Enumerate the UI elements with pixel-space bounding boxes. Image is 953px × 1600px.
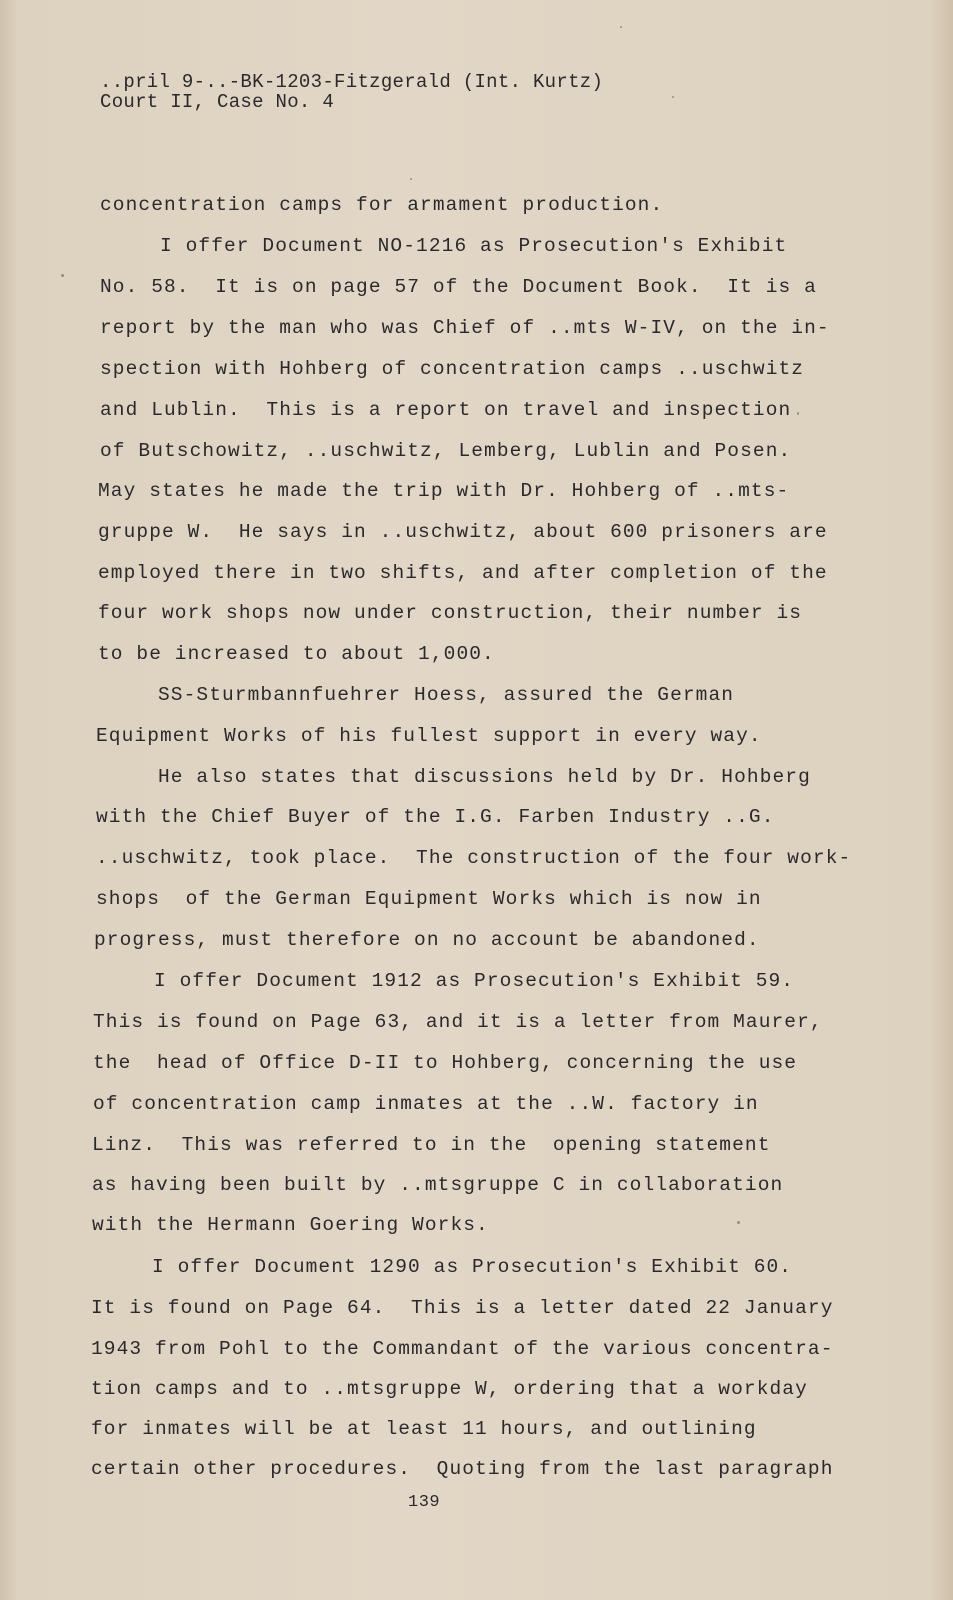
text-line: I offer Document NO-1216 as Prosecution's Exhibit (160, 235, 788, 257)
text-line: the head of Office D-II to Hohberg, concerning the use (93, 1052, 798, 1074)
text-line: certain other procedures. Quoting from the last paragraph (91, 1458, 834, 1480)
text-line: progress, must therefore on no account be abandoned. (94, 929, 760, 951)
text-line: No. 58. It is on page 57 of the Document Book. It is a (100, 276, 817, 298)
text-line: tion camps and to ..mtsgruppe W, ordering that a workday (91, 1378, 808, 1400)
header-line-1: ..pril 9-..-BK-1203-Fitzgerald (Int. Kurtz) (100, 71, 604, 93)
text-line: of Butschowitz, ..uschwitz, Lemberg, Lublin and Posen. (100, 440, 792, 462)
text-line: 1943 from Pohl to the Commandant of the various concentra- (91, 1338, 834, 1360)
text-line: It is found on Page 64. This is a letter dated 22 January (91, 1297, 834, 1319)
text-line: ..uschwitz, took place. The construction of the four work- (96, 847, 852, 869)
text-line: I offer Document 1290 as Prosecution's Exhibit 60. (152, 1256, 793, 1278)
text-line: gruppe W. He says in ..uschwitz, about 600 prisoners are (98, 521, 828, 543)
text-line: employed there in two shifts, and after completion of the (98, 562, 828, 584)
text-line: Linz. This was referred to in the opening statement (92, 1134, 771, 1156)
text-line: with the Hermann Goering Works. (92, 1214, 489, 1236)
text-line: report by the man who was Chief of ..mts W-IV, on the in- (100, 317, 830, 339)
text-line: four work shops now under construction, their number is (98, 602, 803, 624)
text-line: and Lublin. This is a report on travel and inspection (100, 399, 792, 421)
text-line: to be increased to about 1,000. (98, 643, 495, 665)
paper-speck (620, 26, 622, 28)
paper-speck (672, 96, 674, 98)
text-line: as having been built by ..mtsgruppe C in collaboration (92, 1174, 784, 1196)
text-line: spection with Hohberg of concentration camps ..uschwitz (100, 358, 805, 380)
text-line: I offer Document 1912 as Prosecution's Exhibit 59. (154, 970, 795, 992)
paper-speck (797, 412, 799, 415)
text-line: with the Chief Buyer of the I.G. Farben Industry ..G. (96, 806, 775, 828)
text-line: shops of the German Equipment Works which is now in (96, 888, 762, 910)
text-line: He also states that discussions held by Dr. Hohberg (158, 766, 811, 788)
page-number: 139 (408, 1493, 441, 1512)
paper-speck (61, 274, 64, 277)
text-line: SS-Sturmbannfuehrer Hoess, assured the German (158, 684, 735, 706)
text-line: concentration camps for armament production. (100, 194, 664, 216)
paper-speck (410, 178, 412, 180)
document-header (100, 72, 603, 112)
paper-speck (737, 1221, 740, 1224)
text-line: May states he made the trip with Dr. Hohberg of ..mts- (98, 480, 790, 502)
text-line: for inmates will be at least 11 hours, and outlining (91, 1418, 757, 1440)
header-line-2: Court II, Case No. 4 (100, 91, 335, 113)
text-line: This is found on Page 63, and it is a letter from Maurer, (93, 1011, 823, 1033)
text-line: of concentration camp inmates at the ..W. factory in (93, 1093, 759, 1115)
text-line: Equipment Works of his fullest support in every way. (96, 725, 762, 747)
